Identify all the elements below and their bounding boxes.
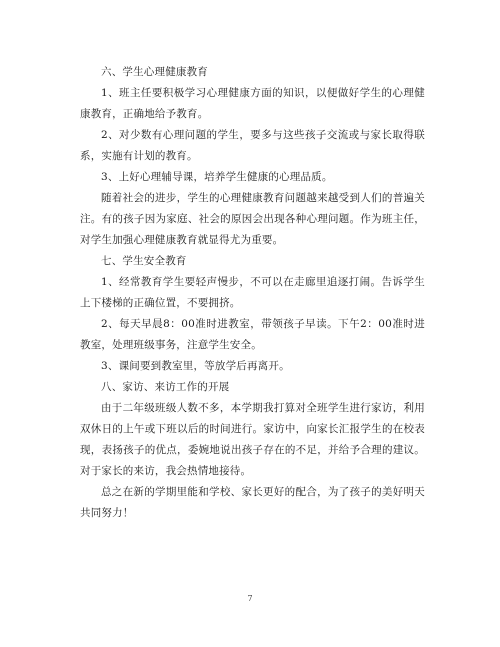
section-heading-safety: 七、学生安全教育 bbox=[101, 255, 187, 267]
paragraph: 1、班主任要积极学习心理健康方面的知识，以便做好学生的心理健康教育，正确地给予教育。 bbox=[80, 87, 425, 120]
paragraph: 2、对少数有心理问题的学生，要多与这些孩子交流或与家长取得联系，实施有计划的教育。 bbox=[80, 129, 425, 162]
paragraph: 2、每天早晨8：00准时进教室，带领孩子早读。下午2：00准时进教室，处理班级事务，注意学生安全。 bbox=[80, 318, 425, 351]
paragraph: 1、经常教育学生要轻声慢步，不可以在走廊里追逐打闹。告诉学生上下楼梯的正确位置，不要拥挤。 bbox=[80, 276, 425, 309]
paragraph: 3、上好心理辅导课，培养学生健康的心理品质。 bbox=[101, 171, 333, 183]
paragraph: 3、课间要到教室里，等放学后再离开。 bbox=[101, 360, 290, 372]
paragraph: 由于二年级班级人数不多，本学期我打算对全班学生进行家访，利用双休日的上午或下班以后的时间进行。家访中，向家长汇报学生的在校表现，表扬孩子的优点，委婉地说出孩子存在的不足，并给予合理的建议。对于家长的来访，我会热情地接待。 bbox=[80, 402, 425, 477]
document-body bbox=[80, 62, 425, 524]
paragraph: 随着社会的进步，学生的心理健康教育问题越来越受到人们的普遍关注。有的孩子因为家庭、社会的原因会出现各种心理问题。作为班主任，对学生加强心理健康教育就显得尤为重要。 bbox=[80, 192, 425, 246]
page-number: 7 bbox=[247, 594, 253, 603]
paragraph: 总之在新的学期里能和学校、家长更好的配合，为了孩子的美好明天共同努力！ bbox=[80, 486, 425, 519]
section-heading-mental-health: 六、学生心理健康教育 bbox=[101, 66, 208, 78]
section-heading-home-visits: 八、家访、来访工作的开展 bbox=[101, 381, 230, 393]
